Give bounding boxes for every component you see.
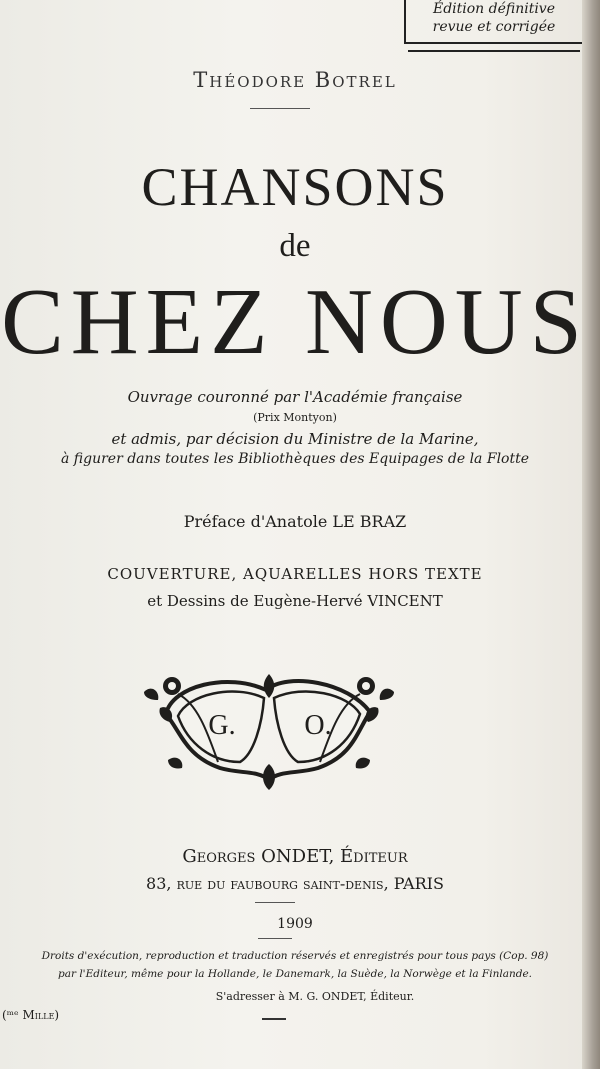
year-rule [258,938,292,939]
title-line-1: CHANSONS [141,157,449,217]
title-line-3-text: CHEZ NOUS [1,270,589,374]
illustration-line-2: et Dessins de Eugène-Hervé VINCENT [147,592,443,610]
publisher-monogram-icon [138,664,400,792]
title-line-3 [0,268,590,376]
award-line-3: et admis, par décision du Ministre de la Marine, [111,430,479,448]
publication-year: 1909 [277,916,313,932]
publisher-address: 83, rue du faubourg saint-denis, PARIS [146,874,444,893]
award-line-2: (Prix Montyon) [253,411,337,424]
title-line-2: de [279,228,311,264]
stamp-line-1: Édition définitive [432,1,556,17]
award-line-1: Ouvrage couronné par l'Académie française [127,388,463,406]
author-rule [250,108,310,109]
preface-line [0,512,590,531]
monogram-left: G. [208,710,236,741]
author-name: Théodore Botrel [193,68,397,92]
monogram-right: O. [304,710,332,741]
rights-line-1: Droits d'exécution, reproduction et traduction réservés et enregistrés pour tous pays (Cop. 98) [41,950,549,962]
final-rule [262,1018,286,1020]
address-rule [255,902,295,903]
illustration-line-1: COUVERTURE, AQUARELLES HORS TEXTE [107,565,483,583]
printing-note: (ᵐᵉ Mille) [2,1008,60,1022]
stamp-underline [408,50,580,52]
publisher-name: Georges ONDET, Éditeur [182,846,408,867]
award-line-4: à figurer dans toutes les Bibliothèques des Equipages de la Flotte [60,451,530,467]
preface-text: Préface d'Anatole LE BRAZ [183,512,407,531]
rights-line-2: par l'Editeur, même pour la Hollande, le Danemark, la Suède, la Norwège et la Finlande. [57,968,532,980]
edition-stamp [404,0,582,44]
stamp-line-2: revue et corrigée [432,19,556,35]
rights-line-3: S'adresser à M. G. ONDET, Éditeur. [215,990,415,1003]
